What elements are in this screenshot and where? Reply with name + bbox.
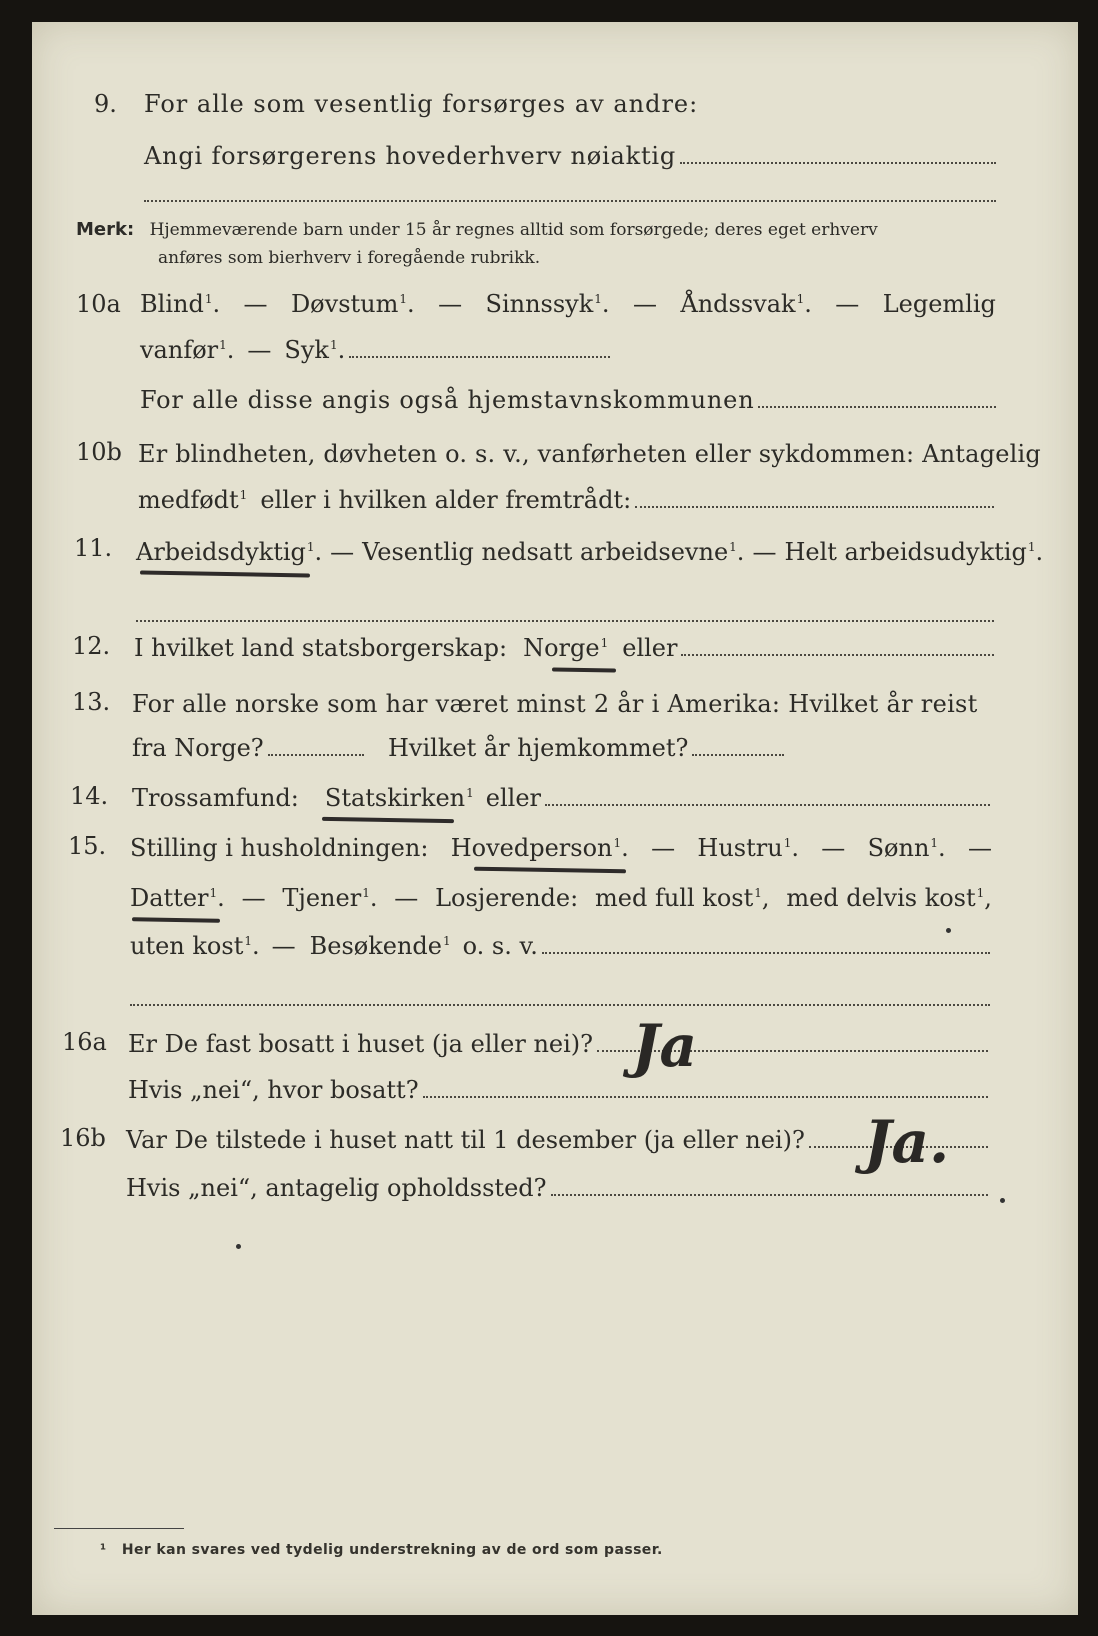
q14-eller: eller [485,784,541,812]
merk-note [76,216,878,272]
underline-mark-norge [552,667,616,672]
underline-mark-arbeidsdyktig [140,571,310,578]
underline-mark-hovedperson [474,867,626,874]
q12-eller: eller [622,634,678,662]
ink-speck [1000,1198,1005,1203]
q10a-sep2: — [438,290,463,318]
merk-line1: Hjemmeværende barn under 15 år regnes alltid som forsørgede; deres eget erhverv [149,220,878,240]
answer-field-q12[interactable] [681,653,994,656]
answer-field-q13-reist[interactable] [268,753,364,756]
q15-sep2: — [821,834,846,862]
q15-sep1: — [651,834,676,862]
q10a-line1 [140,290,996,318]
q10a-opt-andssvak[interactable]: Åndssvak$^1$. [680,290,812,318]
q10a-number: 10a [76,290,121,318]
q11-line [136,538,1044,566]
underline-mark-datter [132,917,220,923]
q10b-text2: eller i hvilken alder fremtrådt: [260,486,632,514]
q15-opt-delviskost[interactable]: med delvis kost$^1$, [786,884,992,912]
q9-line1 [144,90,698,118]
q15-text: Stilling i husholdningen: [130,834,429,862]
q12-line [134,634,994,662]
q16a-line2 [128,1076,988,1104]
q15-opt-utenkost[interactable]: uten kost$^1$. [130,932,260,960]
q12-number: 12. [72,632,111,660]
q9-text1: For alle som vesentlig forsørges av andre: [144,90,699,118]
q13-number: 13. [72,688,111,716]
q11-sep2: — [752,538,777,566]
underline-mark-statskirken [322,817,454,823]
answer-field-q11[interactable] [136,620,994,622]
answer-field-q10a[interactable] [349,355,610,358]
q10b-line1 [138,440,1041,468]
q10a-hjemstavn-text: For alle disse angis også hjemstavnskommunen [140,386,755,414]
q13-line2a [132,734,364,762]
q15-number: 15. [68,832,107,860]
q14-opt-statskirken[interactable]: Statskirken$^1$ [324,784,474,812]
handwritten-answer-q16a: Ja [632,1012,698,1080]
q13-text1: For alle norske som har været minst 2 år i Amerika: Hvilket år reist [132,690,978,718]
answer-field-q16b-opholdssted[interactable] [551,1193,988,1196]
q15-line1 [130,834,992,862]
q15-opt-datter[interactable]: Datter$^1$. [130,884,225,912]
q12-text: I hvilket land statsborgerskap: [134,634,508,662]
answer-field-q15-extra[interactable] [130,1004,990,1006]
q14-number: 14. [70,782,109,810]
q10a-opt-syk[interactable]: Syk$^1$. [284,336,346,364]
q16b-number: 16b [60,1124,106,1152]
footnote-text: Her kan svares ved tydelig understrekning av de ord som passer. [121,1542,663,1558]
q10a-line3 [140,386,996,414]
q16b-line1 [126,1126,988,1154]
q15-sep3: — [968,834,992,862]
q14-line [132,784,990,812]
q15-opt-hustru[interactable]: Hustru$^1$. [697,834,799,862]
q10a-opt-sinnssyk[interactable]: Sinnssyk$^1$. [485,290,610,318]
q10a-opt-vanfor[interactable]: vanfør$^1$. [140,336,235,364]
q10a-line2 [140,336,610,364]
ink-speck [236,1244,241,1249]
merk-label: Merk: [76,219,135,240]
q16b-line2 [126,1174,988,1202]
q10a-sep1: — [243,290,268,318]
q15-opt-losjerende: Losjerende: [435,884,579,912]
q16a-text1: Er De fast bosatt i huset (ja eller nei)? [128,1030,594,1058]
q13-line2b [388,734,784,762]
q15-sep4: — [241,884,266,912]
q11-opt-nedsatt[interactable]: Vesentlig nedsatt arbeidsevne$^1$. [362,538,745,566]
answer-field-q14[interactable] [545,803,990,806]
answer-field-q9-extra[interactable] [144,200,996,202]
q10b-opt-medfodt[interactable]: medfødt$^1$ [138,486,248,514]
q11-opt-arbeidsdyktig[interactable]: Arbeidsdyktig$^1$. [136,538,323,566]
q15-opt-fullkost[interactable]: med full kost$^1$, [595,884,770,912]
q10a-opt-legemlig[interactable]: Legemlig [882,290,996,318]
q9-line2 [144,142,996,170]
answer-field-hjemstavn[interactable] [758,405,996,408]
q11-opt-udyktig[interactable]: Helt arbeidsudyktig$^1$. [784,538,1044,566]
q14-text: Trossamfund: [132,784,299,812]
q15-line2 [130,884,992,912]
q10a-sep3: — [632,290,657,318]
q15-opt-hovedperson[interactable]: Hovedperson$^1$. [450,834,629,862]
q15-line3 [130,932,990,960]
answer-field-q16a-bosatt[interactable] [423,1095,988,1098]
q16a-text2: Hvis „nei“, hvor bosatt? [128,1076,419,1104]
q11-number: 11. [74,534,113,562]
merk-line2: anføres som bierhverv i foregående rubrikk. [158,248,541,268]
q16a-number: 16a [62,1028,107,1056]
footnote [100,1542,663,1558]
q9-text2: Angi forsørgerens hovederhverv nøiaktig [144,142,677,170]
answer-field-q10b[interactable] [635,505,994,508]
census-form-page [32,22,1078,1615]
q10b-line2 [138,486,994,514]
q16a-line1 [128,1030,988,1058]
q15-sep5: — [394,884,419,912]
q15-osv: o. s. v. [462,932,538,960]
q12-opt-norge[interactable]: Norge$^1$ [523,634,609,662]
footnote-mark: ¹ [100,1542,107,1558]
q10b-text1: Er blindheten, døvheten o. s. v., vanførheten eller sykdommen: Antagelig [138,440,1041,468]
q16b-text1: Var De tilstede i huset natt til 1 desember (ja eller nei)? [126,1126,805,1154]
q11-sep1: — [330,538,355,566]
q13-text2a: fra Norge? [132,734,264,762]
handwritten-answer-q16b: Ja. [864,1108,950,1176]
q10a-opt-dovstum[interactable]: Døvstum$^1$. [290,290,415,318]
q10a-opt-blind[interactable]: Blind$^1$. [140,290,221,318]
q15-opt-sonn[interactable]: Sønn$^1$. [867,834,946,862]
answer-field-q13-hjemkommet[interactable] [692,753,784,756]
ink-speck [946,928,951,933]
q10a-sep5: — [247,336,272,364]
q10a-sep4: — [835,290,860,318]
q15-sep6: — [271,932,296,960]
q15-opt-besokende[interactable]: Besøkende$^1$ [309,932,451,960]
q16b-text2: Hvis „nei“, antagelig opholdssted? [126,1174,547,1202]
footnote-rule [54,1528,184,1529]
answer-field-q9[interactable] [680,161,996,164]
q9-number: 9. [94,90,117,118]
q13-text2b: Hvilket år hjemkommet? [388,734,689,762]
answer-field-q15[interactable] [542,951,990,954]
q13-line1 [132,690,978,718]
q15-opt-tjener[interactable]: Tjener$^1$. [282,884,378,912]
q10b-number: 10b [76,438,122,466]
